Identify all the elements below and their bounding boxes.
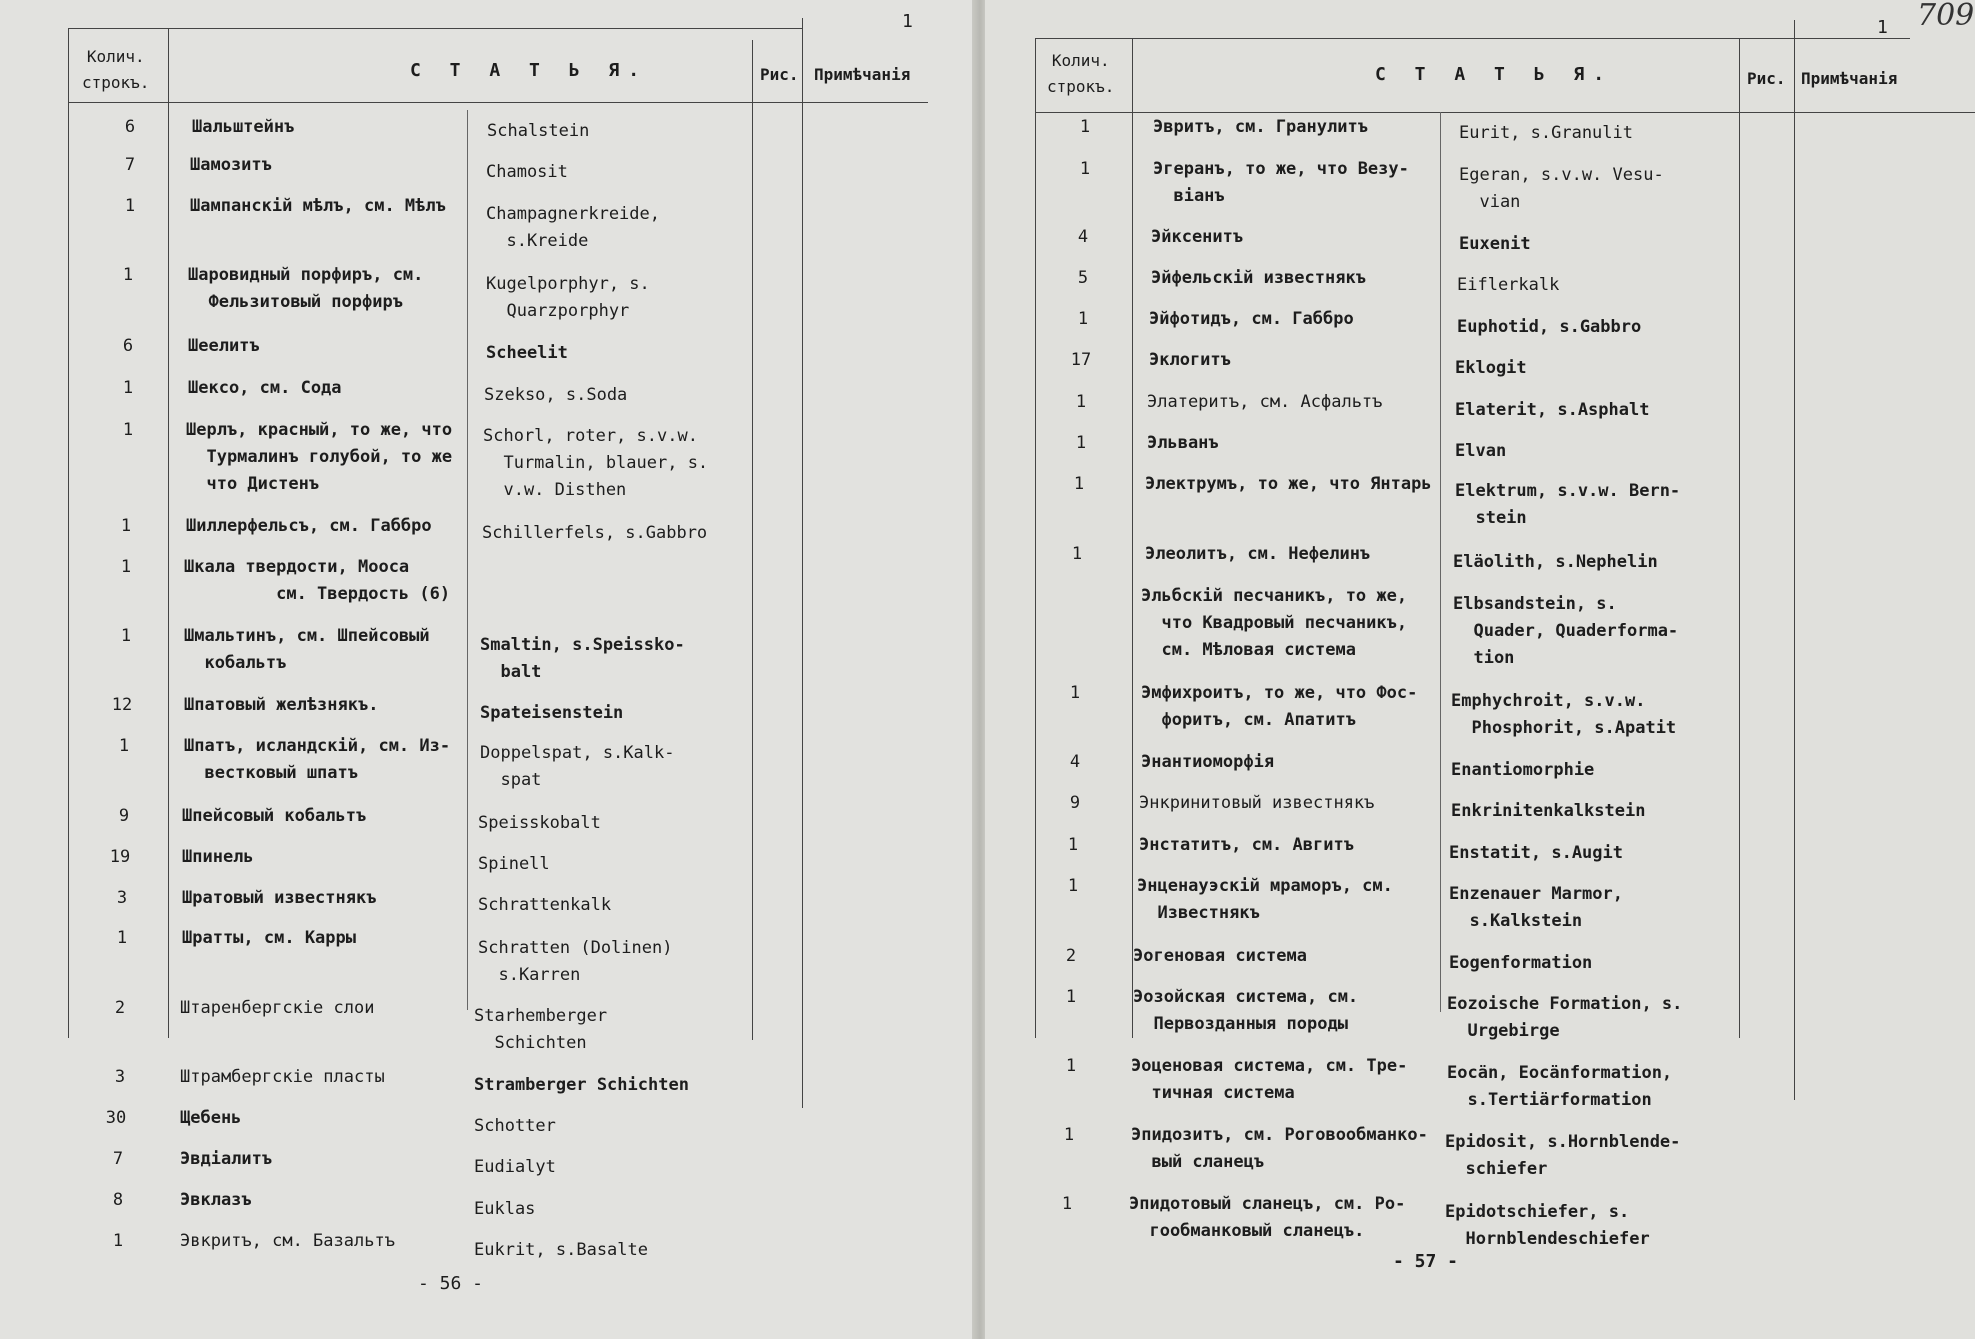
row-term-de: Epidotschiefer, s. Hornblendeschiefer [1445, 1202, 1650, 1249]
row-term-ru: Шпатовый желѣзнякъ. [184, 695, 379, 715]
row-term-de: Doppelspat, s.Kalk- spat [480, 743, 675, 790]
row-count: 9 [1069, 793, 1081, 813]
row-term-ru: Эпидозитъ, см. Роговообманко- вый сланецъ [1131, 1125, 1428, 1172]
row-term-de: Schrattenkalk [478, 895, 612, 915]
left-header-bottom-rule [68, 102, 928, 103]
left-header-count: Колич. строкъ. [82, 47, 150, 92]
row-term-de: Schillerfels, s.Gabbro [482, 523, 708, 543]
right-handwritten-number: 709 [1917, 0, 1975, 33]
row-term-ru: Шальштейнъ [192, 117, 295, 137]
row-count: 1 [120, 516, 132, 536]
row-term-de: Enstatit, s.Augit [1449, 843, 1623, 863]
row-count: 1 [1073, 474, 1085, 494]
row-term-ru: Эоценовая система, см. Тре- тичная система [1131, 1056, 1408, 1103]
row-count: 3 [114, 1067, 126, 1087]
row-term-ru: Эогеновая система [1133, 946, 1307, 966]
row-term-ru: Щебень [180, 1108, 242, 1128]
row-count: 1 [112, 1231, 124, 1251]
row-count: 1 [124, 196, 136, 216]
left-header-article: С Т А Т Ь Я. [410, 60, 649, 81]
row-term-de: Spateisenstein [480, 703, 624, 723]
right-header-article: С Т А Т Ь Я. [1375, 64, 1614, 85]
row-count: 1 [1079, 117, 1091, 137]
row-term-de: Eläolith, s.Nephelin [1453, 552, 1658, 572]
row-term-de: Scheelit [486, 343, 568, 363]
right-fig-col-rule [1739, 38, 1740, 1038]
row-count: 1 [116, 928, 128, 948]
row-term-de: Euphotid, s.Gabbro [1457, 317, 1642, 337]
row-term-de: Emphychroit, s.v.w. Phosphorit, s.Apatit [1451, 691, 1677, 738]
row-term-ru: Шмальтинъ, см. Шпейсовый кобальтъ [184, 626, 430, 673]
left-fig-col-rule [752, 40, 753, 1040]
row-term-de: Eklogit [1455, 358, 1527, 378]
left-page [0, 0, 975, 1339]
right-notes-col-rule [1794, 20, 1795, 1100]
row-term-ru: Элатеритъ, см. Асфальтъ [1147, 392, 1383, 412]
row-term-ru: Шампанскій мѣлъ, см. Мѣлъ [190, 196, 446, 216]
row-term-ru: Эйксенитъ [1151, 227, 1244, 247]
row-term-ru: Шратты, см. Карры [182, 928, 356, 948]
row-term-ru: Штрамбергскіе пласты [180, 1067, 385, 1087]
row-term-ru: Шпинель [182, 847, 254, 867]
left-outer-rule [68, 28, 69, 1038]
row-term-ru: Эклогитъ [1149, 350, 1231, 370]
left-count-col-rule [168, 28, 169, 1038]
row-term-ru: Шкала твердости, Мооса см. Твердость (6) [184, 557, 451, 604]
right-outer-rule [1035, 38, 1036, 1038]
row-count: 12 [111, 695, 133, 715]
row-count: 1 [122, 420, 134, 440]
row-term-ru: Элеолитъ, см. Нефелинъ [1145, 544, 1371, 564]
row-term-ru: Электрумъ, то же, что Янтарь [1145, 474, 1432, 494]
row-count: 1 [1063, 1125, 1075, 1145]
row-term-ru: Шпейсовый кобальтъ [182, 806, 367, 826]
row-term-de: Elektrum, s.v.w. Bern- stein [1455, 481, 1681, 528]
row-term-ru: Эйфотидъ, см. Габбро [1149, 309, 1354, 329]
row-term-de: Elvan [1455, 441, 1507, 461]
row-term-de: Starhemberger Schichten [474, 1006, 608, 1053]
right-header-bottom-rule [1035, 112, 1975, 113]
row-term-de: Enantiomorphie [1451, 760, 1595, 780]
row-count: 7 [112, 1149, 124, 1169]
right-count-col-rule [1132, 38, 1133, 1038]
right-header-count: Колич. строкъ. [1047, 51, 1115, 96]
row-count: 4 [1077, 227, 1089, 247]
row-count: 2 [1065, 946, 1077, 966]
row-term-de: Eiflerkalk [1457, 275, 1560, 295]
row-count: 19 [109, 847, 131, 867]
row-count: 1 [122, 378, 134, 398]
row-count: 1 [1065, 987, 1077, 1007]
row-term-de: Enkrinitenkalkstein [1451, 801, 1646, 821]
row-term-de: Stramberger Schichten [474, 1075, 689, 1095]
row-term-de: Elbsandstein, s. Quader, Quaderforma- tion [1453, 594, 1679, 668]
row-term-ru: Шратовый известнякъ [182, 888, 377, 908]
left-header-fig: Рис. [760, 65, 799, 84]
row-term-ru: Эпидотовый сланецъ, см. Ро- гообманковый сланецъ. [1129, 1194, 1406, 1241]
row-term-de: Chamosit [486, 162, 568, 182]
row-term-de: Schratten (Dolinen) s.Karren [478, 938, 673, 985]
row-term-ru: Эльбскій песчаникъ, то же, что Квадровый песчаникъ, см. Мѣловая система [1141, 586, 1408, 660]
row-term-ru: Эвклазъ [180, 1190, 252, 1210]
row-term-de: Epidosit, s.Hornblende- schiefer [1445, 1132, 1681, 1179]
row-term-ru: Эмфихроитъ, то же, что Фос- форитъ, см. Апатитъ [1141, 683, 1418, 730]
row-count: 1 [1067, 876, 1079, 896]
row-count: 9 [118, 806, 130, 826]
row-term-ru: Энантиоморфія [1141, 752, 1275, 772]
row-count: 30 [105, 1108, 127, 1128]
row-count: 1 [1075, 392, 1087, 412]
row-count: 8 [112, 1190, 124, 1210]
row-count: 17 [1070, 350, 1092, 370]
row-term-ru: Штаренбергскіе слои [180, 998, 375, 1018]
row-term-de: Spinell [478, 854, 550, 874]
row-term-ru: Энстатитъ, см. Авгитъ [1139, 835, 1354, 855]
right-header-notes: Примѣчанія [1801, 69, 1898, 88]
right-page [985, 0, 1975, 1339]
row-term-ru: Эвдіалитъ [180, 1149, 273, 1169]
row-count: 1 [118, 736, 130, 756]
right-header-fig: Рис. [1747, 69, 1786, 88]
left-header-top-rule [68, 28, 803, 29]
row-count: 1 [1071, 544, 1083, 564]
left-ru-de-separator [467, 110, 468, 1010]
row-count: 4 [1069, 752, 1081, 772]
right-page-number: - 57 - [1393, 1251, 1459, 1272]
row-count: 1 [1069, 683, 1081, 703]
row-term-de: Speisskobalt [478, 813, 601, 833]
row-term-de: Euklas [474, 1199, 536, 1219]
row-term-de: Euxenit [1459, 234, 1531, 254]
row-term-ru: Эйфельскій известнякъ [1151, 268, 1366, 288]
row-term-de: Eozoische Formation, s. Urgebirge [1447, 994, 1683, 1041]
row-term-ru: Эвкритъ, см. Базальтъ [180, 1231, 395, 1251]
row-term-ru: Шамозитъ [190, 155, 272, 175]
row-term-ru: Шеелитъ [188, 336, 260, 356]
left-header-notes: Примѣчанія [814, 65, 911, 84]
right-top-number: 1 [1877, 17, 1888, 38]
row-term-ru: Эльванъ [1147, 433, 1219, 453]
row-term-de: Eudialyt [474, 1157, 556, 1177]
row-term-ru: Шексо, см. Сода [188, 378, 342, 398]
row-term-de: Eocän, Eocänformation, s.Tertiärformation [1447, 1063, 1673, 1110]
row-count: 6 [124, 117, 136, 137]
row-count: 1 [122, 265, 134, 285]
row-count: 6 [122, 336, 134, 356]
row-count: 1 [1079, 159, 1091, 179]
row-term-ru: Энкринитовый известнякъ [1139, 793, 1375, 813]
row-term-de: Eogenformation [1449, 953, 1593, 973]
row-count: 1 [1065, 1056, 1077, 1076]
left-top-number: 1 [902, 11, 913, 32]
left-page-number: - 56 - [418, 1273, 484, 1294]
row-term-de: Kugelporphyr, s. Quarzporphyr [486, 274, 650, 321]
row-count: 1 [120, 626, 132, 646]
row-term-de: Egeran, s.v.w. Vesu- vian [1459, 165, 1664, 212]
row-term-ru: Шиллерфельсъ, см. Габбро [186, 516, 432, 536]
row-term-de: Smaltin, s.Speissko- balt [480, 635, 685, 682]
row-term-de: Schorl, roter, s.v.w. Turmalin, blauer, s. v.w. Disthen [483, 426, 709, 500]
row-count: 1 [1077, 309, 1089, 329]
row-term-de: Eukrit, s.Basalte [474, 1240, 648, 1260]
right-ru-de-separator [1440, 112, 1441, 1012]
row-count: 1 [1075, 433, 1087, 453]
row-term-ru: Эгеранъ, то же, что Везу- віанъ [1153, 159, 1409, 206]
row-count: 2 [114, 998, 126, 1018]
row-term-ru: Эозойская система, см. Первозданныя породы [1133, 987, 1359, 1034]
row-count: 3 [116, 888, 128, 908]
row-count: 7 [124, 155, 136, 175]
row-count: 1 [1061, 1194, 1073, 1214]
row-term-de: Elaterit, s.Asphalt [1455, 400, 1650, 420]
row-term-de: Eurit, s.Granulit [1459, 123, 1633, 143]
left-notes-col-rule [802, 18, 803, 1108]
row-term-ru: Шаровидный порфиръ, см. Фельзитовый порфиръ [188, 265, 424, 312]
row-term-ru: Шерлъ, красный, то же, что Турмалинъ голубой, то же что Дистенъ [186, 420, 453, 494]
row-term-ru: Энценауэскій мраморъ, см. Известнякъ [1137, 876, 1393, 923]
row-term-de: Schalstein [487, 121, 590, 141]
row-term-ru: Шпатъ, исландскій, см. Из- вестковый шпатъ [184, 736, 451, 783]
row-count: 1 [1067, 835, 1079, 855]
row-term-de: Enzenauer Marmor, s.Kalkstein [1449, 884, 1623, 931]
right-header-top-rule [1035, 38, 1910, 39]
row-term-ru: Эвритъ, см. Гранулитъ [1153, 117, 1368, 137]
row-term-de: Champagnerkreide, s.Kreide [486, 204, 660, 251]
row-count: 1 [120, 557, 132, 577]
row-term-de: Szekso, s.Soda [484, 385, 628, 405]
row-term-de: Schotter [474, 1116, 556, 1136]
row-count: 5 [1077, 268, 1089, 288]
